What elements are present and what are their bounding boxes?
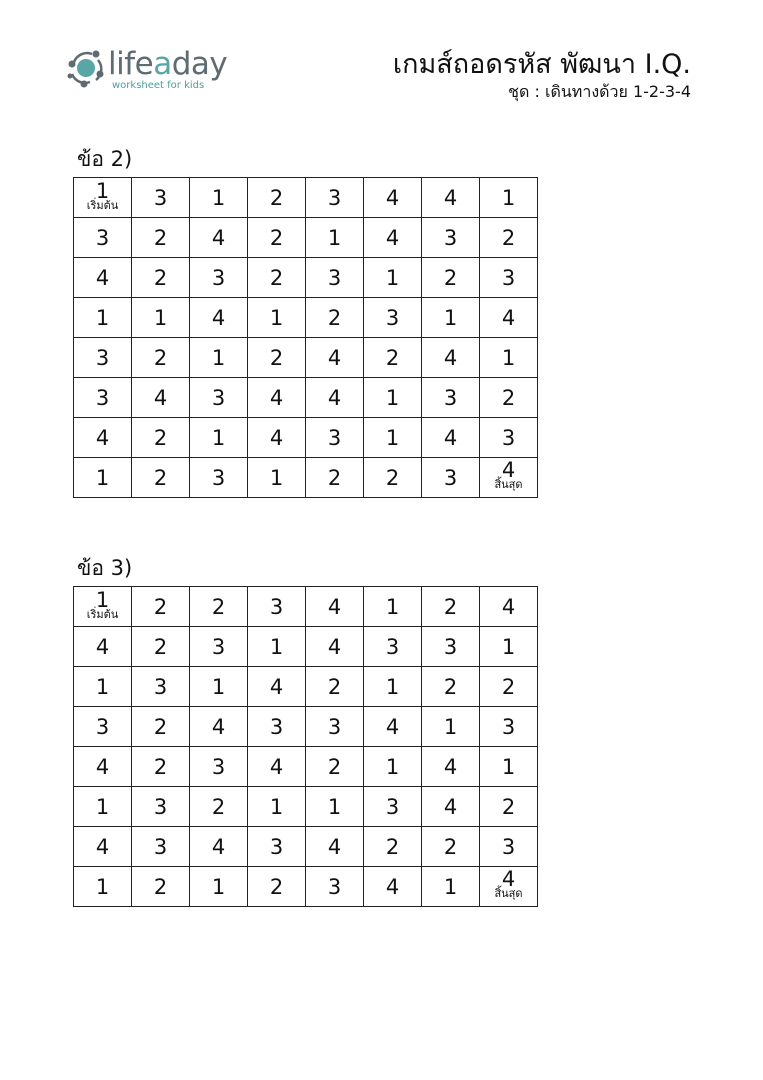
grid-cell bbox=[74, 627, 132, 667]
cell-number: 2 bbox=[443, 594, 458, 619]
grid-cell bbox=[480, 258, 538, 298]
grid-cell bbox=[132, 667, 190, 707]
cell-number: 1 bbox=[327, 794, 342, 819]
grid-cell bbox=[306, 378, 364, 418]
cell-number: 1 bbox=[269, 634, 284, 659]
grid-cell bbox=[422, 378, 480, 418]
cell-number: 2 bbox=[153, 634, 168, 659]
cell-number: 3 bbox=[443, 634, 458, 659]
cell-number: 2 bbox=[327, 754, 342, 779]
grid-cell bbox=[422, 258, 480, 298]
cell-number: 2 bbox=[443, 834, 458, 859]
grid-cell bbox=[422, 178, 480, 218]
puzzle-grid-3 bbox=[73, 586, 538, 907]
grid-cell bbox=[364, 667, 422, 707]
cell-number: 4 bbox=[95, 425, 110, 450]
cell-number: 1 bbox=[269, 465, 284, 490]
grid-cell bbox=[248, 218, 306, 258]
cell-number: 2 bbox=[327, 305, 342, 330]
grid-cell bbox=[132, 587, 190, 627]
grid-cell bbox=[190, 827, 248, 867]
cell-number: 3 bbox=[211, 465, 226, 490]
logo-wordmark: lifeaday bbox=[108, 46, 228, 82]
grid-cell bbox=[132, 627, 190, 667]
puzzle-grid-2 bbox=[73, 177, 538, 498]
cell-number: 3 bbox=[327, 185, 342, 210]
grid-cell bbox=[190, 627, 248, 667]
grid-cell bbox=[364, 378, 422, 418]
start-caption: เริ่มต้น bbox=[86, 607, 119, 621]
cell-number: 3 bbox=[211, 634, 226, 659]
cell-number: 2 bbox=[269, 265, 284, 290]
cell-number: 1 bbox=[95, 874, 110, 899]
cell-number: 1 bbox=[95, 465, 110, 490]
grid-cell bbox=[364, 178, 422, 218]
grid-row bbox=[74, 418, 538, 458]
cell-number: 3 bbox=[95, 714, 110, 739]
grid-cell bbox=[422, 787, 480, 827]
grid-cell bbox=[306, 338, 364, 378]
cell-number: 1 bbox=[443, 874, 458, 899]
cell-number: 1 bbox=[95, 674, 110, 699]
worksheet-title: เกมส์ถอดรหัส พัฒนา I.Q. bbox=[392, 49, 691, 80]
cell-number: 3 bbox=[211, 385, 226, 410]
cell-number: 2 bbox=[153, 345, 168, 370]
grid-cell bbox=[480, 338, 538, 378]
cell-number: 3 bbox=[269, 714, 284, 739]
grid-cell bbox=[74, 667, 132, 707]
grid-cell bbox=[74, 787, 132, 827]
grid-cell bbox=[74, 338, 132, 378]
cell-number: 2 bbox=[443, 265, 458, 290]
grid-cell bbox=[306, 178, 364, 218]
cell-number: 1 bbox=[443, 305, 458, 330]
cell-number: 3 bbox=[501, 265, 516, 290]
grid-cell bbox=[306, 747, 364, 787]
grid-cell bbox=[190, 707, 248, 747]
grid-cell bbox=[306, 667, 364, 707]
grid-row bbox=[74, 627, 538, 667]
cell-number: 4 bbox=[385, 874, 400, 899]
cell-number: 4 bbox=[211, 305, 226, 330]
grid-cell bbox=[306, 418, 364, 458]
cell-number: 3 bbox=[327, 874, 342, 899]
grid-cell bbox=[422, 298, 480, 338]
cell-number: 2 bbox=[385, 345, 400, 370]
grid-cell bbox=[74, 378, 132, 418]
grid-cell bbox=[248, 258, 306, 298]
cell-number: 1 bbox=[211, 874, 226, 899]
grid-cell bbox=[480, 667, 538, 707]
end-caption: สิ้นสุด bbox=[494, 886, 523, 900]
cell-number: 3 bbox=[95, 385, 110, 410]
grid-cell bbox=[132, 827, 190, 867]
worksheet-subtitle: ชุด : เดินทางด้วย 1-2-3-4 bbox=[508, 82, 691, 101]
cell-number: 4 bbox=[211, 714, 226, 739]
grid-cell bbox=[422, 218, 480, 258]
grid-cell bbox=[480, 418, 538, 458]
cell-number: 2 bbox=[501, 674, 516, 699]
cell-number: 4 bbox=[501, 305, 516, 330]
cell-number: 1 bbox=[327, 225, 342, 250]
grid-cell bbox=[248, 627, 306, 667]
grid-cell bbox=[248, 458, 306, 498]
cell-number: 2 bbox=[153, 874, 168, 899]
grid-cell bbox=[306, 218, 364, 258]
end-caption: สิ้นสุด bbox=[494, 477, 523, 491]
cell-number: 3 bbox=[269, 834, 284, 859]
start-cell bbox=[74, 587, 132, 627]
grid-cell bbox=[248, 787, 306, 827]
puzzle-label-3: ข้อ 3) bbox=[77, 556, 133, 580]
cell-number: 2 bbox=[501, 225, 516, 250]
cell-number: 2 bbox=[327, 674, 342, 699]
grid-cell bbox=[74, 258, 132, 298]
cell-number: 4 bbox=[211, 225, 226, 250]
grid-cell bbox=[480, 178, 538, 218]
cell-number: 3 bbox=[501, 834, 516, 859]
cell-number: 1 bbox=[385, 265, 400, 290]
grid-row bbox=[74, 667, 538, 707]
grid-cell bbox=[364, 827, 422, 867]
grid-cell bbox=[74, 458, 132, 498]
cell-number: 4 bbox=[95, 634, 110, 659]
cell-number: 4 bbox=[443, 345, 458, 370]
start-caption: เริ่มต้น bbox=[86, 198, 119, 212]
grid-cell bbox=[364, 298, 422, 338]
grid-cell bbox=[248, 378, 306, 418]
grid-cell bbox=[248, 418, 306, 458]
cell-number: 4 bbox=[327, 345, 342, 370]
cell-number: 4 bbox=[95, 265, 110, 290]
lifeaday-logo bbox=[66, 46, 236, 96]
grid-cell bbox=[248, 298, 306, 338]
grid-cell bbox=[422, 667, 480, 707]
grid-cell bbox=[248, 867, 306, 907]
grid-cell bbox=[248, 667, 306, 707]
grid-row bbox=[74, 787, 538, 827]
cell-number: 1 bbox=[269, 794, 284, 819]
grid-cell bbox=[190, 378, 248, 418]
grid-cell bbox=[74, 867, 132, 907]
cell-number: 2 bbox=[269, 874, 284, 899]
cell-number: 3 bbox=[269, 594, 284, 619]
grid-cell bbox=[480, 827, 538, 867]
cell-number: 4 bbox=[443, 794, 458, 819]
grid-cell bbox=[306, 587, 364, 627]
grid-cell bbox=[364, 418, 422, 458]
cell-number: 1 bbox=[501, 754, 516, 779]
grid-cell bbox=[248, 827, 306, 867]
grid-cell bbox=[364, 338, 422, 378]
grid-cell bbox=[422, 338, 480, 378]
cell-number: 4 bbox=[501, 457, 516, 482]
grid-row bbox=[74, 458, 538, 498]
end-cell bbox=[480, 867, 538, 907]
cell-number: 3 bbox=[95, 225, 110, 250]
grid-cell bbox=[74, 747, 132, 787]
grid-cell bbox=[364, 258, 422, 298]
cell-number: 1 bbox=[385, 594, 400, 619]
cell-number: 3 bbox=[443, 385, 458, 410]
cell-number: 2 bbox=[269, 345, 284, 370]
grid-cell bbox=[306, 787, 364, 827]
grid-cell bbox=[132, 867, 190, 907]
grid-cell bbox=[364, 787, 422, 827]
grid-cell bbox=[190, 178, 248, 218]
grid-cell bbox=[364, 627, 422, 667]
grid-cell bbox=[480, 378, 538, 418]
cell-number: 1 bbox=[501, 185, 516, 210]
cell-number: 2 bbox=[443, 674, 458, 699]
grid-cell bbox=[422, 827, 480, 867]
logo-tagline: worksheet for kids bbox=[112, 80, 205, 91]
cell-number: 4 bbox=[269, 425, 284, 450]
cell-number: 2 bbox=[269, 225, 284, 250]
cell-number: 2 bbox=[153, 425, 168, 450]
grid-cell bbox=[480, 787, 538, 827]
grid-cell bbox=[306, 458, 364, 498]
cell-number: 3 bbox=[385, 634, 400, 659]
grid-cell bbox=[248, 587, 306, 627]
grid-cell bbox=[190, 298, 248, 338]
cell-number: 2 bbox=[385, 834, 400, 859]
grid-row bbox=[74, 338, 538, 378]
cell-number: 2 bbox=[153, 754, 168, 779]
grid-cell bbox=[132, 298, 190, 338]
grid-cell bbox=[190, 458, 248, 498]
grid-cell bbox=[248, 178, 306, 218]
grid-cell bbox=[132, 258, 190, 298]
cell-number: 2 bbox=[153, 465, 168, 490]
cell-number: 1 bbox=[385, 674, 400, 699]
grid-cell bbox=[422, 587, 480, 627]
grid-row bbox=[74, 178, 538, 218]
cell-number: 3 bbox=[153, 834, 168, 859]
grid-cell bbox=[364, 747, 422, 787]
grid-cell bbox=[364, 707, 422, 747]
grid-cell bbox=[190, 338, 248, 378]
grid-cell bbox=[422, 707, 480, 747]
grid-cell bbox=[364, 458, 422, 498]
cell-number: 1 bbox=[95, 305, 110, 330]
grid-row bbox=[74, 707, 538, 747]
cell-number: 3 bbox=[443, 225, 458, 250]
cell-number: 3 bbox=[327, 714, 342, 739]
grid-cell bbox=[422, 627, 480, 667]
grid-cell bbox=[306, 627, 364, 667]
cell-number: 2 bbox=[501, 385, 516, 410]
cell-number: 1 bbox=[385, 425, 400, 450]
grid-row bbox=[74, 298, 538, 338]
cell-number: 1 bbox=[385, 385, 400, 410]
cell-number: 3 bbox=[153, 674, 168, 699]
grid-cell bbox=[74, 827, 132, 867]
grid-row bbox=[74, 587, 538, 627]
grid-cell bbox=[306, 707, 364, 747]
cell-number: 4 bbox=[327, 634, 342, 659]
grid-row bbox=[74, 218, 538, 258]
grid-cell bbox=[190, 867, 248, 907]
grid-cell bbox=[132, 787, 190, 827]
cell-number: 1 bbox=[211, 674, 226, 699]
grid-cell bbox=[306, 867, 364, 907]
grid-cell bbox=[480, 587, 538, 627]
grid-cell bbox=[480, 627, 538, 667]
cell-number: 3 bbox=[501, 425, 516, 450]
grid-cell bbox=[190, 218, 248, 258]
end-cell bbox=[480, 458, 538, 498]
cell-number: 4 bbox=[385, 714, 400, 739]
grid-cell bbox=[248, 338, 306, 378]
grid-row bbox=[74, 378, 538, 418]
cell-number: 1 bbox=[501, 634, 516, 659]
grid-cell bbox=[364, 587, 422, 627]
cell-number: 1 bbox=[95, 178, 110, 203]
cell-number: 2 bbox=[211, 594, 226, 619]
grid-cell bbox=[132, 338, 190, 378]
grid-cell bbox=[190, 418, 248, 458]
cell-number: 4 bbox=[327, 385, 342, 410]
cell-number: 4 bbox=[443, 754, 458, 779]
grid-cell bbox=[132, 378, 190, 418]
cell-number: 4 bbox=[153, 385, 168, 410]
cell-number: 3 bbox=[327, 265, 342, 290]
grid-row bbox=[74, 747, 538, 787]
cell-number: 2 bbox=[385, 465, 400, 490]
grid-cell bbox=[190, 258, 248, 298]
start-cell bbox=[74, 178, 132, 218]
cell-number: 4 bbox=[443, 425, 458, 450]
cell-number: 3 bbox=[153, 185, 168, 210]
grid-row bbox=[74, 258, 538, 298]
cell-number: 1 bbox=[211, 425, 226, 450]
grid-cell bbox=[74, 298, 132, 338]
grid-cell bbox=[132, 707, 190, 747]
cell-number: 2 bbox=[269, 185, 284, 210]
cell-number: 1 bbox=[153, 305, 168, 330]
grid-cell bbox=[422, 867, 480, 907]
cell-number: 1 bbox=[385, 754, 400, 779]
cell-number: 4 bbox=[501, 866, 516, 891]
grid-cell bbox=[422, 418, 480, 458]
cell-number: 4 bbox=[269, 754, 284, 779]
grid-cell bbox=[480, 747, 538, 787]
grid-cell bbox=[190, 787, 248, 827]
cell-number: 4 bbox=[327, 834, 342, 859]
cell-number: 4 bbox=[269, 674, 284, 699]
grid-cell bbox=[480, 218, 538, 258]
cell-number: 2 bbox=[153, 225, 168, 250]
grid-cell bbox=[132, 218, 190, 258]
cell-number: 1 bbox=[211, 185, 226, 210]
grid-cell bbox=[132, 178, 190, 218]
cell-number: 2 bbox=[153, 594, 168, 619]
logo-molecule-icon bbox=[66, 48, 106, 88]
cell-number: 1 bbox=[95, 794, 110, 819]
cell-number: 4 bbox=[327, 594, 342, 619]
cell-number: 4 bbox=[95, 754, 110, 779]
grid-cell bbox=[132, 747, 190, 787]
cell-number: 2 bbox=[211, 794, 226, 819]
cell-number: 4 bbox=[269, 385, 284, 410]
grid-cell bbox=[480, 298, 538, 338]
cell-number: 4 bbox=[95, 834, 110, 859]
grid-cell bbox=[422, 747, 480, 787]
grid-cell bbox=[248, 747, 306, 787]
puzzle-label-2: ข้อ 2) bbox=[77, 147, 133, 171]
grid-cell bbox=[132, 418, 190, 458]
grid-cell bbox=[480, 707, 538, 747]
grid-cell bbox=[74, 218, 132, 258]
cell-number: 3 bbox=[153, 794, 168, 819]
grid-cell bbox=[306, 258, 364, 298]
grid-cell bbox=[306, 827, 364, 867]
cell-number: 2 bbox=[501, 794, 516, 819]
grid-cell bbox=[248, 707, 306, 747]
cell-number: 2 bbox=[327, 465, 342, 490]
cell-number: 3 bbox=[385, 305, 400, 330]
cell-number: 2 bbox=[153, 714, 168, 739]
grid-cell bbox=[74, 418, 132, 458]
cell-number: 1 bbox=[211, 345, 226, 370]
grid-row bbox=[74, 827, 538, 867]
cell-number: 1 bbox=[501, 345, 516, 370]
grid-cell bbox=[190, 587, 248, 627]
grid-cell bbox=[190, 747, 248, 787]
cell-number: 4 bbox=[443, 185, 458, 210]
grid-cell bbox=[364, 218, 422, 258]
cell-number: 3 bbox=[501, 714, 516, 739]
cell-number: 1 bbox=[95, 587, 110, 612]
cell-number: 3 bbox=[211, 265, 226, 290]
cell-number: 3 bbox=[95, 345, 110, 370]
cell-number: 4 bbox=[385, 225, 400, 250]
grid-cell bbox=[422, 458, 480, 498]
cell-number: 1 bbox=[443, 714, 458, 739]
cell-number: 4 bbox=[501, 594, 516, 619]
cell-number: 1 bbox=[269, 305, 284, 330]
grid-row bbox=[74, 867, 538, 907]
cell-number: 3 bbox=[443, 465, 458, 490]
cell-number: 3 bbox=[385, 794, 400, 819]
cell-number: 2 bbox=[153, 265, 168, 290]
grid-cell bbox=[190, 667, 248, 707]
grid-cell bbox=[132, 458, 190, 498]
cell-number: 4 bbox=[385, 185, 400, 210]
grid-cell bbox=[364, 867, 422, 907]
cell-number: 3 bbox=[211, 754, 226, 779]
grid-cell bbox=[74, 707, 132, 747]
cell-number: 3 bbox=[327, 425, 342, 450]
cell-number: 4 bbox=[211, 834, 226, 859]
grid-cell bbox=[306, 298, 364, 338]
